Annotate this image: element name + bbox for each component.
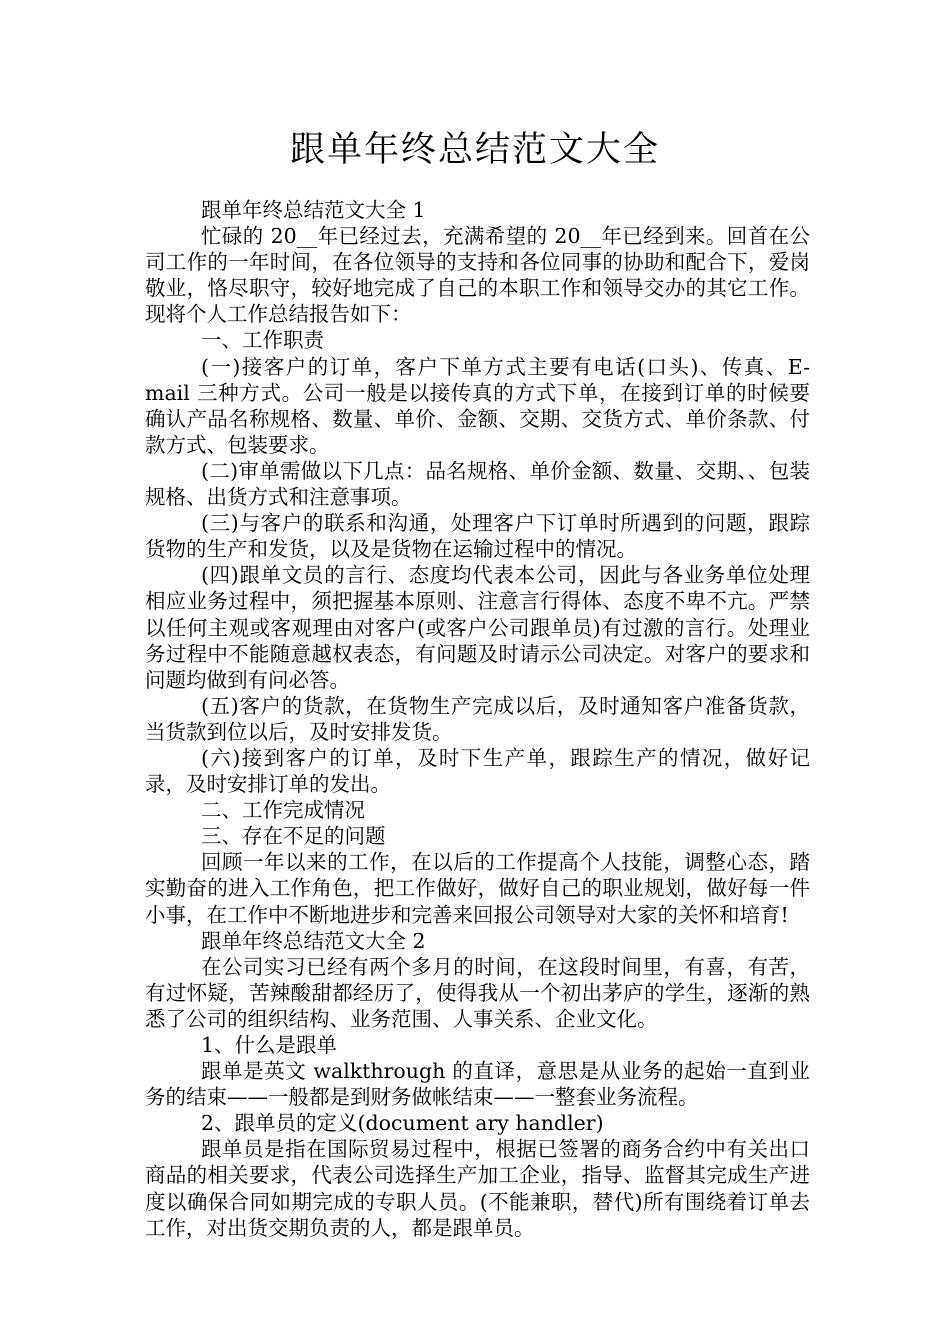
paragraph: 回顾一年以来的工作，在以后的工作提高个人技能，调整心态，踏实勤奋的进入工作角色，把工作做好，做好自己的职业规划，做好每一件小事，在工作中不断地进步和完善来回报公司领导对大家的关怀和培育!: [145, 850, 810, 927]
section-heading: 二、工作完成情况: [201, 798, 365, 823]
paragraph: 跟单是英文 walkthrough 的直译，意思是从业务的起始一直到业务的结束——一般都是到财务做帐结束——一整套业务流程。: [145, 1059, 810, 1110]
paragraph: (六)接到客户的订单，及时下生产单，跟踪生产的情况，做好记录，及时安排订单的发出。: [145, 745, 810, 797]
paragraph-heading-1: 跟单年终总结范文大全 1: [201, 198, 426, 222]
paragraph-heading-2: 跟单年终总结范文大全 2: [201, 928, 426, 953]
paragraph: (一)接客户的订单，客户下单方式主要有电话(口头)、传真、E-mail 三种方式。公司一般是以接传真的方式下单，在接到订单的时候要确认产品名称规格、数量、单价、金额、交期、交货方式、单价条款、付款方式、包装要求。: [145, 354, 810, 457]
section-heading: 1、什么是跟单: [201, 1033, 338, 1057]
paragraph: (四)跟单文员的言行、态度均代表本公司，因此与各业务单位处理相应业务过程中，须把握基本原则、注意言行得体、态度不卑不亢。严禁以任何主观或客观理由对客户(或客户公司跟单员)有过激的言行。处理业务过程中不能随意越权表态，有问题及时请示公司决定。对客户的要求和问题均做到有问必答。: [145, 563, 810, 692]
section-heading: 2、跟单员的定义(document ary handler): [201, 1111, 604, 1136]
paragraph: (五)客户的货款，在货物生产完成以后，及时通知客户准备货款，当货款到位以后，及时安排发货。: [145, 693, 810, 744]
paragraph: (三)与客户的联系和沟通，处理客户下订单时所遇到的问题，跟踪货物的生产和发货，以及是货物在运输过程中的情况。: [145, 511, 810, 562]
section-heading: 三、存在不足的问题: [201, 824, 386, 849]
paragraph: 忙碌的 20__年已经过去，充满希望的 20__年已经到来。回首在公司工作的一年时间，在各位领导的支持和各位同事的协助和配合下，爱岗敬业，恪尽职守，较好地完成了自己的本职工作和领导交办的其它工作。现将个人工作总结报告如下：: [145, 224, 810, 327]
paragraph: 跟单员是指在国际贸易过程中，根据已签署的商务合约中有关出口商品的相关要求，代表公司选择生产加工企业，指导、监督其完成生产进度以确保合同如期完成的专职人员。(不能兼职，替代)所有围绕着订单去工作，对出货交期负责的人，都是跟单员。: [145, 1137, 810, 1240]
paragraph: (二)审单需做以下几点：品名规格、单价金额、数量、交期、、包装规格、出货方式和注意事项。: [145, 458, 810, 510]
document-title: 跟单年终总结范文大全: [289, 130, 660, 170]
section-heading: 一、工作职责: [201, 328, 324, 353]
paragraph: 在公司实习已经有两个多月的时间，在这段时间里，有喜，有苦，有过怀疑，苦辣酸甜都经历了，使得我从一个初出茅庐的学生，逐渐的熟悉了公司的组织结构、业务范围、人事关系、企业文化。: [145, 954, 810, 1031]
document-body: [145, 197, 810, 1241]
